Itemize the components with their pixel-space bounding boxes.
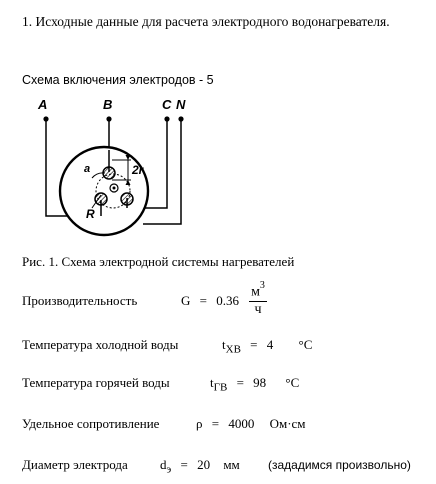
hot-temp-sub: ГВ xyxy=(213,381,228,394)
terminal-N-label: N xyxy=(176,97,186,112)
productivity-value: 0.36 xyxy=(216,293,239,308)
resistivity-symbol: ρ xyxy=(196,416,203,431)
hot-temp-unit: °С xyxy=(285,375,300,390)
cold-temp-formula xyxy=(222,337,312,356)
unit-m-exp: 3 xyxy=(259,280,265,291)
cold-temp-symbol: t xyxy=(222,337,226,352)
diameter-symbol: d xyxy=(160,457,167,472)
terminal-B-label: B xyxy=(103,97,113,112)
figure-caption: Рис. 1. Схема электродной системы нагревателей xyxy=(22,254,295,269)
unit-h: ч xyxy=(254,301,262,317)
resistivity-unit: Ом·см xyxy=(269,416,306,431)
diameter-note: (зададимся произвольно) xyxy=(268,458,411,472)
scheme-label: Схема включения электродов - 5 xyxy=(22,73,214,87)
label-a: a xyxy=(84,163,91,175)
center-dot xyxy=(113,187,116,190)
productivity-symbol: G xyxy=(181,293,191,308)
resistivity-eq: = xyxy=(211,416,220,431)
productivity-label: Производительность xyxy=(22,293,138,308)
terminal-C-label: C xyxy=(162,97,172,112)
tank-outline xyxy=(60,147,148,235)
hot-temp-symbol: t xyxy=(210,375,214,390)
diameter-sub: э xyxy=(166,463,172,476)
productivity-eq: = xyxy=(199,293,207,308)
hot-temp-formula xyxy=(210,375,299,394)
resistivity-formula xyxy=(196,416,306,432)
electrode-right xyxy=(121,193,133,205)
diameter-value: 20 xyxy=(197,457,211,472)
diameter-label: Диаметр электрода xyxy=(22,457,128,472)
hot-temp-label: Температура горячей воды xyxy=(22,375,170,390)
diameter-eq: = xyxy=(180,457,188,472)
terminal-A-label: A xyxy=(38,97,48,112)
cold-temp-value: 4 xyxy=(266,337,274,352)
productivity-unit xyxy=(249,281,267,317)
electrode-left xyxy=(95,193,107,205)
productivity-formula xyxy=(181,293,239,309)
cold-temp-unit: °С xyxy=(298,337,313,352)
cold-temp-eq: = xyxy=(250,337,258,352)
label-2r: 2r xyxy=(132,163,144,177)
diameter-formula xyxy=(160,457,240,476)
cold-temp-sub: ХВ xyxy=(225,343,241,356)
resistivity-label: Удельное сопротивление xyxy=(22,416,160,431)
hot-temp-eq: = xyxy=(236,375,244,390)
cold-temp-label: Температура холодной воды xyxy=(22,337,179,352)
diameter-unit: мм xyxy=(223,457,240,472)
resistivity-value: 4000 xyxy=(228,416,255,431)
unit-m: м xyxy=(251,284,260,300)
heading: 1. Исходные данные для расчета электродного водонагревателя. xyxy=(22,14,390,29)
label-R: R xyxy=(86,207,95,221)
hot-temp-value: 98 xyxy=(253,375,267,390)
